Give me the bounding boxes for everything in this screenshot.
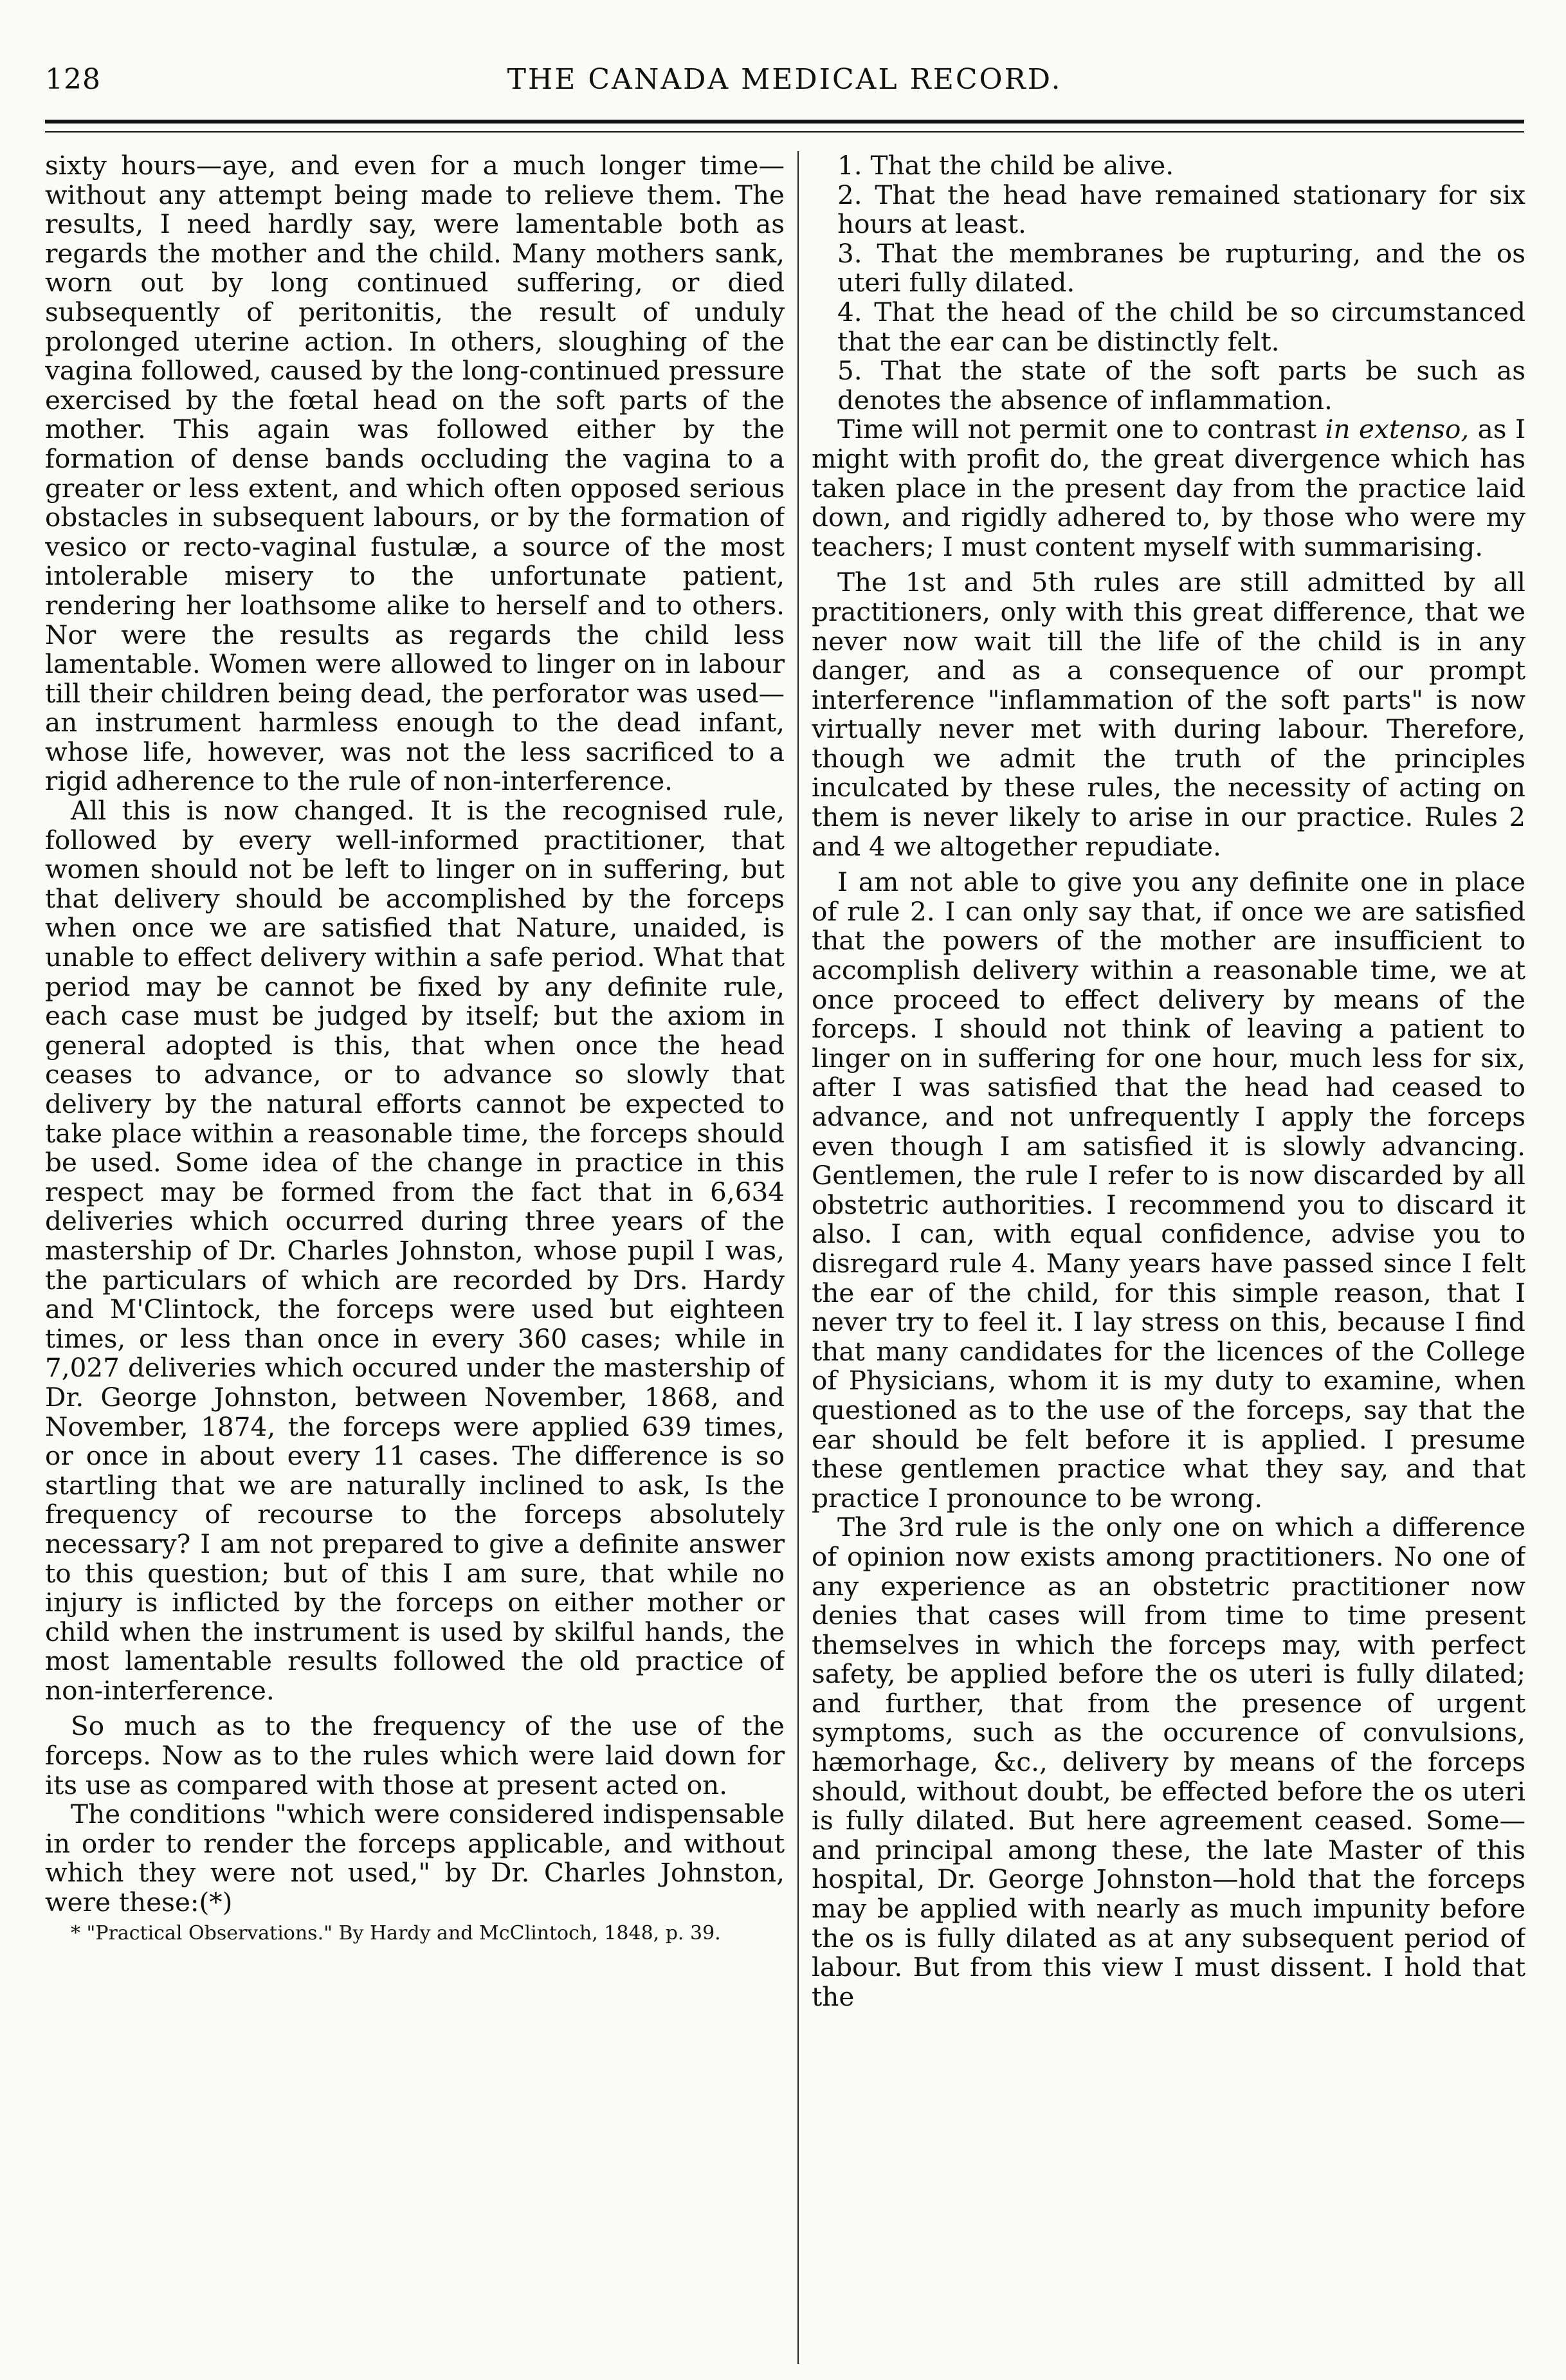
page-number: 128 [45, 63, 101, 96]
header-rule-thin [45, 131, 1524, 133]
rule-item-3: 3. That the membranes be rupturing, and the os uteri fully dilated. [837, 237, 1525, 298]
right-paragraph-1 [812, 415, 1525, 562]
left-paragraph-4: The conditions "which were considered indispensable in order to render the forceps applicable, and without which they were not used," by Dr. Charles Johnston, were these:(*) [45, 1799, 785, 1918]
page-header [45, 57, 1524, 108]
right-paragraph-3: I am not able to give you any definite one in place of rule 2. I can only say that, if once we are satisfied that the powers of the mother are insufficient to accomplish delivery within a reasonable time, we at once proceed to effect delivery by means of the forceps. I should not think of leaving a patient to linger on in suffering for one hour, much less for six, after I was satisfied that the head had ceased to advance, and not unfrequently I apply the forceps even though I am satisfied it is slowly advancing. Gentlemen, the rule I refer to is now discarded by all obstetric authorities. I recommend you to discard it also. I can, with equal confidence, advise you to disregard rule 4. Many years have passed since I felt the ear of the child, for this simple reason, that I never try to feel it. I lay stress on this, because I find that many candidates for the licences of the College of Physicians, whom it is my duty to examine, when questioned as to the use of the forceps, say that the ear should be felt before it is applied. I presume these gentlemen practice what they say, and that practice I pronounce to be wrong. [812, 866, 1525, 1514]
rule-item-2: 2. That the head have remained stationary for six hours at least. [837, 179, 1525, 240]
footnote [45, 1923, 785, 1945]
right-column [812, 151, 1525, 2364]
latin-phrase: in extenso, [1325, 414, 1470, 445]
left-column [45, 151, 785, 2364]
column-divider [797, 151, 799, 2364]
footnote-text: By Hardy and McClintoch, 1848, p. 39. [338, 1921, 721, 1945]
right-paragraph-1-end: as I might with profit do, the great divergence which has taken place in the present day from the practice laid down, and rigidly adhered to, by those who were my teachers; I must content myself with summarising. [812, 414, 1525, 562]
right-paragraph-2: The 1st and 5th rules are still admitted by all practitioners, only with this great difference, that we never now wait till the life of the child is in any danger, and as a consequence of our prompt interference "inflammation of the soft parts" is now virtually never met with during labour. Therefore, though we admit the truth of the principles inculcated by these rules, the necessity of acting on them is never likely to arise in our practice. Rules 2 and 4 we altogether repudiate. [812, 567, 1525, 862]
right-paragraph-4: The 3rd rule is the only one on which a difference of opinion now exists among practitioners. No one of any experience as an obstetric practitioner now denies that cases will from time to time present themselves in which the forceps may, with perfect safety, be applied before the os uteri is fully dilated; and further, that from the presence of urgent symptoms, such as the occurence of convulsions, hæmorhage, &c., delivery by means of the forceps should, without doubt, be effected before the os uteri is fully dilated. But here agreement ceased. Some—and principal among these, the late Master of this hospital, Dr. George Johnston—hold that the forceps may be applied with nearly as much impunity before the os is fully dilated as at any subsequent period of labour. But from this view I must dissent. I hold that the [812, 1512, 1525, 2012]
right-paragraph-1-start: Time will not permit one to contrast [837, 414, 1325, 445]
rule-item-1: 1. That the child be alive. [837, 151, 1174, 181]
left-paragraph-3: So much as to the frequency of the use of the forceps. Now as to the rules which were laid down for its use as compared with those at present acted on. [45, 1710, 785, 1800]
left-paragraph-1: sixty hours—aye, and even for a much longer time—without any attempt being made to relieve them. The results, I need hardly say, were lamentable both as regards the mother and the child. Many mothers sank, worn out by long continued suffering, or died subsequently of peritonitis, the result of unduly prolonged uterine action. In others, sloughing of the vagina followed, caused by the long-continued pressure exercised by the fœtal head on the soft parts of the mother. This again was followed either by the formation of dense bands occluding the vagina to a greater or less extent, and which often opposed serious obstacles in subsequent labours, or by the formation of vesico or recto-vaginal fustulæ, a source of the most intolerable misery to the unfortunate patient, rendering her loathsome alike to herself and to others. Nor were the results as regards the child less lamentable. Women were allowed to linger on in labour till their children being dead, the perforator was used—an instrument harmless enough to the dead infant, whose life, however, was not the less sacrificed to a rigid adherence to the rule of non-interference. [45, 151, 785, 797]
footnote-mark: * "Practical Observations." [71, 1921, 332, 1945]
rule-item-4: 4. That the head of the child be so circumstanced that the ear can be distinctly felt. [837, 296, 1525, 357]
journal-title: THE CANADA MEDICAL RECORD. [507, 63, 1062, 96]
rule-item-5: 5. That the state of the soft parts be such as denotes the absence of inflammation. [837, 355, 1525, 416]
left-paragraph-2: All this is now changed. It is the recognised rule, followed by every well-informed practitioner, that women should not be left to linger on in suffering, but that delivery should be accomplished by the forceps when once we are satisfied that Nature, unaided, is unable to effect delivery within a safe period. What that period may be cannot be fixed by any definite rule, each case must be judged by itself; but the axiom in general adopted is this, that when once the head ceases to advance, or to advance so slowly that delivery by the natural efforts cannot be expected to take place within a reasonable time, the forceps should be used. Some idea of the change in practice in this respect may be formed from the fact that in 6,634 deliveries which occurred during three years of the mastership of Dr. Charles Johnston, whose pupil I was, the particulars of which are recorded by Drs. Hardy and M'Clintock, the forceps were used but eighteen times, or less than once in every 360 cases; while in 7,027 deliveries which occured under the mastership of Dr. George Johnston, between November, 1868, and November, 1874, the forceps were applied 639 times, or once in about every 11 cases. The difference is so startling that we are naturally inclined to ask, Is the frequency of recourse to the forceps absolutely necessary? I am not prepared to give a definite answer to this question; but of this I am sure, that while no injury is inflicted by the forceps on either mother or child when the instrument is used by skilful hands, the most lamentable results followed the old practice of non-interference. [45, 795, 785, 1706]
header-rule-thick [45, 120, 1524, 124]
